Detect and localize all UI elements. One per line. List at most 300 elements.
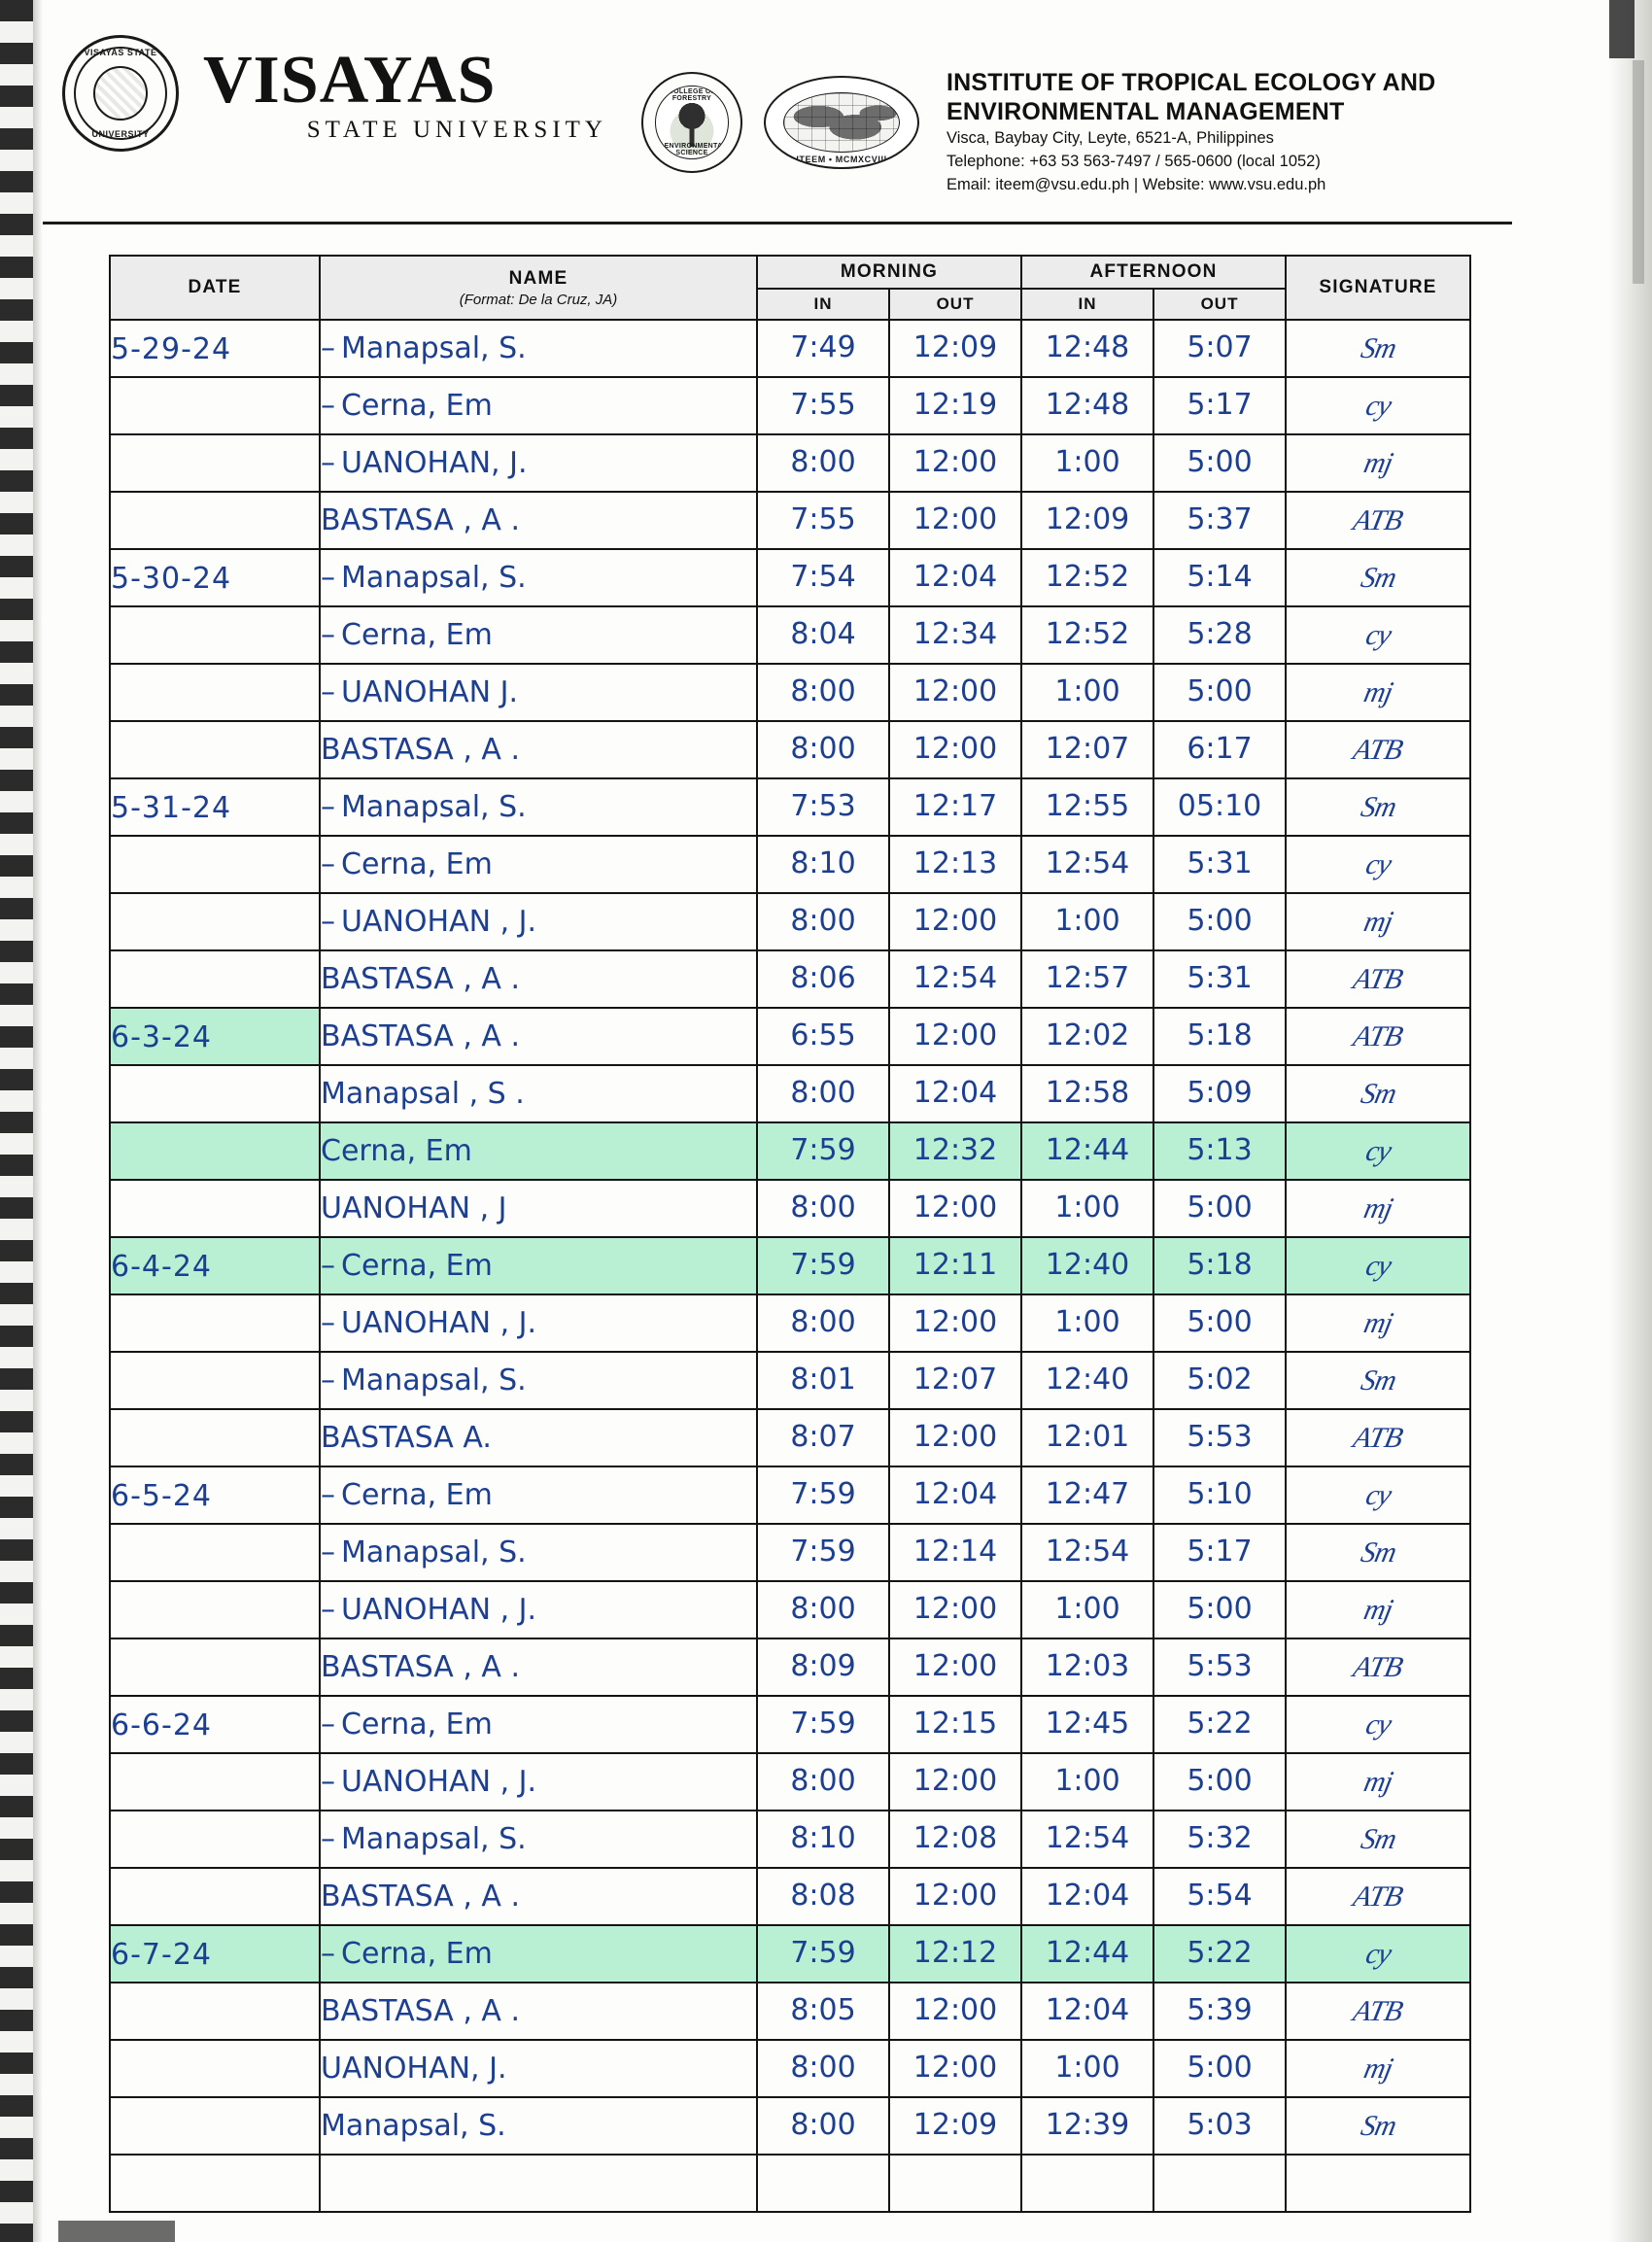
cell-morning-out-value: 12:54 (912, 961, 998, 995)
cell-morning-out-value: 12:15 (912, 1707, 998, 1741)
cell-morning-in (757, 1753, 889, 1811)
cell-morning-in-value: 8:00 (790, 1592, 856, 1626)
cell-date (110, 1753, 320, 1811)
cell-afternoon-out-value: 5:31 (1187, 961, 1253, 995)
name-dash-mark: – (321, 617, 335, 652)
cell-name (320, 1983, 757, 2040)
cell-signature (1286, 1868, 1470, 1925)
cell-afternoon-out-value: 5:28 (1187, 617, 1253, 651)
name-value: UANOHAN , J. (341, 1592, 537, 1627)
name-dash-mark: – (321, 904, 335, 939)
cell-afternoon-in (1021, 492, 1153, 549)
cell-name (320, 1294, 757, 1352)
cell-morning-in (757, 492, 889, 549)
name-value: Manapsal, S. (341, 1535, 527, 1569)
cell-afternoon-in-value: 12:07 (1045, 732, 1130, 766)
name-dash-mark: – (321, 1821, 335, 1856)
cell-afternoon-out-value: 5:00 (1187, 2051, 1253, 2085)
cell-afternoon-out (1153, 320, 1286, 377)
name-value: Manapsal, S. (341, 1821, 527, 1856)
cell-afternoon-in (1021, 1237, 1153, 1294)
cell-date (110, 1237, 320, 1294)
cell-morning-in (757, 778, 889, 836)
name-value: UANOHAN, J. (321, 2051, 507, 2086)
cell-morning-in-value: 8:09 (790, 1649, 856, 1683)
col-header-name-format: (Format: De la Cruz, JA) (459, 291, 618, 308)
table-row (110, 1638, 1470, 1696)
table-row (110, 2097, 1470, 2155)
cell-morning-out (889, 549, 1021, 606)
university-seal-icon (62, 35, 179, 152)
name-dash-mark: – (321, 560, 335, 595)
cell-name (320, 1868, 757, 1925)
cell-morning-in-value: 8:00 (790, 2051, 856, 2085)
cell-afternoon-in-value: 12:54 (1045, 1535, 1130, 1569)
cell-afternoon-in (1021, 320, 1153, 377)
name-value: Cerna, Em (341, 1248, 493, 1283)
cell-morning-out (889, 1122, 1021, 1180)
cell-signature (1286, 836, 1470, 893)
cell-signature (1286, 1581, 1470, 1638)
cell-afternoon-in-value: 12:40 (1045, 1248, 1130, 1282)
cell-afternoon-out (1153, 1065, 1286, 1122)
cell-afternoon-out-value: 5:17 (1187, 388, 1253, 422)
cell-morning-out-value: 12:00 (912, 1993, 998, 2027)
table-row (110, 721, 1470, 778)
cell-morning-in (757, 1294, 889, 1352)
cell-afternoon-out-value: 5:18 (1187, 1018, 1253, 1052)
signature-mark: cy (1362, 1707, 1394, 1741)
cell-signature (1286, 1696, 1470, 1753)
cell-morning-in-value: 8:00 (790, 674, 856, 708)
cell-morning-out (889, 778, 1021, 836)
cell-signature (1286, 2040, 1470, 2097)
cell-date (110, 2097, 320, 2155)
name-value: BASTASA , A . (321, 1018, 520, 1053)
cell-afternoon-in (1021, 1696, 1153, 1753)
cell-afternoon-out (1153, 893, 1286, 950)
cell-afternoon-in (1021, 1352, 1153, 1409)
cell-morning-in-value: 8:08 (790, 1879, 856, 1913)
cell-afternoon-out-value: 5:13 (1187, 1133, 1253, 1167)
cell-morning-in (757, 836, 889, 893)
cell-morning-out (889, 1524, 1021, 1581)
cell-date (110, 1122, 320, 1180)
cell-afternoon-out-value: 5:54 (1187, 1879, 1253, 1913)
table-row (110, 1065, 1470, 1122)
cell-afternoon-in (1021, 549, 1153, 606)
cell-date (110, 1409, 320, 1466)
cell-morning-out-value: 12:00 (912, 1305, 998, 1339)
name-value: UANOHAN , J. (341, 1305, 537, 1340)
name-dash-mark: – (321, 1362, 335, 1397)
table-row (110, 1008, 1470, 1065)
name-value: UANOHAN , J (321, 1190, 507, 1225)
cell-morning-in (757, 1696, 889, 1753)
cell-afternoon-out-value: 5:37 (1187, 502, 1253, 536)
col-header-morning-out: OUT (889, 289, 1021, 320)
cell-afternoon-in-value: 12:48 (1045, 330, 1130, 364)
cell-afternoon-out (1153, 664, 1286, 721)
cell-morning-in (757, 434, 889, 492)
cell-morning-in-value: 8:00 (790, 2108, 856, 2142)
cell-afternoon-in (1021, 1294, 1153, 1352)
cell-morning-out-value: 12:04 (912, 1477, 998, 1511)
cell-afternoon-in (1021, 1180, 1153, 1237)
cell-name (320, 1925, 757, 1983)
cell-signature (1286, 1352, 1470, 1409)
cell-afternoon-out (1153, 1868, 1286, 1925)
cell-date (110, 721, 320, 778)
cell-name (320, 1180, 757, 1237)
cell-morning-out (889, 721, 1021, 778)
signature-mark: ATB (1351, 1421, 1406, 1454)
cell-morning-in-value: 8:00 (790, 904, 856, 938)
col-header-morning-in: IN (757, 289, 889, 320)
cell-afternoon-out-value: 5:07 (1187, 330, 1253, 364)
cell-afternoon-out (1153, 2040, 1286, 2097)
cell-afternoon-in (1021, 721, 1153, 778)
cell-afternoon-out-value: 5:00 (1187, 904, 1253, 938)
cell-afternoon-in (1021, 1524, 1153, 1581)
attendance-sheet (109, 255, 1469, 2213)
cell-morning-in-value: 8:00 (790, 1764, 856, 1798)
cell-afternoon-in (1021, 1983, 1153, 2040)
cell-morning-in-value: 7:59 (790, 1535, 856, 1569)
cell-afternoon-in-value: 12:55 (1045, 789, 1130, 823)
cell-morning-in (757, 721, 889, 778)
cell-signature (1286, 1122, 1470, 1180)
name-value: Cerna, Em (341, 1477, 493, 1512)
cell-afternoon-in-value: 1:00 (1054, 1305, 1120, 1339)
cell-morning-out-value: 12:04 (912, 560, 998, 594)
cell-name (320, 1811, 757, 1868)
cell-morning-out-value: 12:07 (912, 1362, 998, 1397)
cell-afternoon-out-value: 5:00 (1187, 445, 1253, 479)
scan-artifact-side (1633, 60, 1644, 284)
iteem-logo-caption: ITEEM • MCMXCVIII (796, 155, 887, 164)
table-header (110, 256, 1470, 320)
cell-afternoon-in-value: 12:39 (1045, 2108, 1130, 2142)
cell-date (110, 434, 320, 492)
cell-afternoon-in-value: 12:02 (1045, 1018, 1130, 1052)
globe-icon (783, 92, 900, 153)
cell-morning-out (889, 320, 1021, 377)
cell-afternoon-in (1021, 664, 1153, 721)
table-row (110, 1983, 1470, 2040)
cell-afternoon-out-value: 5:00 (1187, 674, 1253, 708)
signature-mark: mj (1360, 2052, 1395, 2085)
cell-morning-in (757, 1466, 889, 1524)
cell-afternoon-out (1153, 1638, 1286, 1696)
cell-morning-in (757, 1180, 889, 1237)
table-row (110, 1581, 1470, 1638)
cell-afternoon-in (1021, 606, 1153, 664)
cell-morning-in (757, 1409, 889, 1466)
signature-mark: cy (1362, 618, 1394, 651)
signature-mark: ATB (1351, 1019, 1406, 1052)
cell-morning-in (757, 1352, 889, 1409)
organization-phone: Telephone: +63 53 563-7497 / 565-0600 (local 1052) (946, 153, 1321, 170)
wordmark-primary: VISAYAS (203, 43, 497, 118)
cell-signature (1286, 1294, 1470, 1352)
signature-mark: mj (1360, 675, 1395, 708)
table-row (110, 549, 1470, 606)
name-dash-mark: – (321, 445, 335, 480)
cell-morning-out (889, 836, 1021, 893)
cell-morning-in-value: 8:01 (790, 1362, 856, 1397)
cell-morning-out-value: 12:00 (912, 1592, 998, 1626)
cell-afternoon-in (1021, 1581, 1153, 1638)
cell-morning-out (889, 1237, 1021, 1294)
cell-date (110, 893, 320, 950)
cell-afternoon-out (1153, 1524, 1286, 1581)
cell-signature (1286, 721, 1470, 778)
cell-afternoon-in-value: 12:54 (1045, 1821, 1130, 1855)
organization-title: INSTITUTE OF TROPICAL ECOLOGY AND ENVIRONMENTAL MANAGEMENT (946, 69, 1436, 125)
cell-morning-out-value: 12:00 (912, 732, 998, 766)
cell-afternoon-in (1021, 1065, 1153, 1122)
cell-date (110, 778, 320, 836)
cell-morning-in-value: 8:07 (790, 1420, 856, 1454)
cell-afternoon-out-value: 5:00 (1187, 1592, 1253, 1626)
cell-afternoon-in (1021, 1466, 1153, 1524)
cell-date (110, 1180, 320, 1237)
cell-name (320, 1122, 757, 1180)
signature-mark: cy (1362, 1249, 1394, 1282)
table-body (110, 320, 1470, 2212)
cell-afternoon-in-value: 12:54 (1045, 846, 1130, 880)
cell-afternoon-out (1153, 1237, 1286, 1294)
cell-morning-out-value: 12:00 (912, 1018, 998, 1052)
name-value: BASTASA , A . (321, 732, 520, 767)
cell-date (110, 1466, 320, 1524)
cell-morning-out-value: 12:00 (912, 502, 998, 536)
signature-mark: mj (1360, 446, 1395, 479)
name-value: BASTASA , A . (321, 1879, 520, 1914)
cell-name (320, 1638, 757, 1696)
cell-afternoon-out (1153, 836, 1286, 893)
table-row (110, 606, 1470, 664)
cell-signature (1286, 492, 1470, 549)
signature-mark: mj (1360, 1593, 1395, 1626)
cell-afternoon-in-value: 1:00 (1054, 2051, 1120, 2085)
cell-signature (1286, 606, 1470, 664)
table-row (110, 492, 1470, 549)
name-value: Manapsal, S. (321, 2108, 506, 2143)
cell-name (320, 1524, 757, 1581)
cell-morning-out-value: 12:11 (912, 1248, 998, 1282)
date-value: 5-30-24 (111, 561, 232, 596)
cell-name (320, 492, 757, 549)
college-logo-arc-top: COLLEGE OF FORESTRY (668, 88, 716, 102)
cell-morning-out (889, 950, 1021, 1008)
cell-afternoon-out (1153, 1294, 1286, 1352)
cell-signature (1286, 1638, 1470, 1696)
table-row (110, 1868, 1470, 1925)
cell-morning-out-value: 12:34 (912, 617, 998, 651)
cell-name (320, 606, 757, 664)
name-value: Manapsal , S . (321, 1076, 525, 1111)
cell-morning-in (757, 1581, 889, 1638)
cell-name (320, 893, 757, 950)
cell-afternoon-in-value: 12:04 (1045, 1993, 1130, 2027)
cell-name (320, 2040, 757, 2097)
name-value: Manapsal, S. (341, 330, 527, 365)
cell-morning-in (757, 893, 889, 950)
signature-mark: mj (1360, 1765, 1395, 1798)
university-wordmark (203, 43, 611, 144)
signature-mark: ATB (1351, 962, 1406, 995)
cell-afternoon-in-value: 12:48 (1045, 388, 1130, 422)
cell-morning-out (889, 1696, 1021, 1753)
name-value: UANOHAN , J. (341, 904, 537, 939)
name-value: UANOHAN, J. (341, 445, 528, 480)
organization-email: Email: iteem@vsu.edu.ph | Website: www.vsu.edu.ph (946, 176, 1326, 193)
cell-morning-out-value: 12:00 (912, 445, 998, 479)
college-of-forestry-logo-icon (641, 72, 742, 173)
scan-right-edge (1609, 0, 1652, 2242)
cell-afternoon-in-value: 12:01 (1045, 1420, 1130, 1454)
name-value: Manapsal, S. (341, 1362, 527, 1397)
cell-morning-out-value: 12:00 (912, 2051, 998, 2085)
cell-morning-in (757, 1122, 889, 1180)
table-row (110, 1237, 1470, 1294)
table-row (110, 1753, 1470, 1811)
cell-afternoon-in (1021, 950, 1153, 1008)
cell-date (110, 2155, 320, 2212)
cell-afternoon-out (1153, 1122, 1286, 1180)
cell-afternoon-in-value: 12:09 (1045, 502, 1130, 536)
cell-name (320, 320, 757, 377)
cell-name (320, 1753, 757, 1811)
cell-afternoon-out-value: 5:53 (1187, 1420, 1253, 1454)
table-row (110, 434, 1470, 492)
table-row (110, 836, 1470, 893)
cell-afternoon-out-value: 5:02 (1187, 1362, 1253, 1397)
date-value: 6-6-24 (111, 1707, 212, 1742)
cell-afternoon-out-value: 5:03 (1187, 2108, 1253, 2142)
table-row (110, 1180, 1470, 1237)
table-row (110, 778, 1470, 836)
cell-afternoon-out (1153, 1753, 1286, 1811)
cell-morning-out (889, 1294, 1021, 1352)
cell-morning-out (889, 1753, 1021, 1811)
scan-artifact-top (1609, 0, 1635, 58)
cell-afternoon-out (1153, 778, 1286, 836)
attendance-table (109, 255, 1471, 2213)
cell-afternoon-out (1153, 1180, 1286, 1237)
cell-name (320, 1237, 757, 1294)
name-value: Cerna, Em (321, 1133, 472, 1168)
signature-mark: ATB (1351, 1880, 1406, 1913)
cell-date (110, 320, 320, 377)
cell-morning-out (889, 1983, 1021, 2040)
name-value: BASTASA , A . (321, 502, 520, 537)
organization-block (946, 68, 1568, 196)
cell-afternoon-out (1153, 434, 1286, 492)
name-dash-mark: – (321, 1535, 335, 1569)
name-dash-mark: – (321, 330, 335, 365)
signature-mark: ATB (1351, 733, 1406, 766)
cell-name (320, 1409, 757, 1466)
cell-morning-in-value: 8:04 (790, 617, 856, 651)
table-row (110, 1122, 1470, 1180)
name-dash-mark: – (321, 1707, 335, 1742)
cell-afternoon-out-value: 5:18 (1187, 1248, 1253, 1282)
signature-mark: mj (1360, 905, 1395, 938)
cell-name (320, 664, 757, 721)
cell-morning-in (757, 1065, 889, 1122)
cell-morning-in (757, 377, 889, 434)
cell-signature (1286, 320, 1470, 377)
cell-afternoon-in (1021, 1925, 1153, 1983)
cell-morning-in-value: 7:59 (790, 1477, 856, 1511)
cell-signature (1286, 1983, 1470, 2040)
cell-morning-out-value: 12:13 (912, 846, 998, 880)
cell-afternoon-out (1153, 1466, 1286, 1524)
seal-top-text: VISAYAS STATE (84, 48, 157, 57)
cell-afternoon-out-value: 5:53 (1187, 1649, 1253, 1683)
cell-signature (1286, 664, 1470, 721)
cell-morning-out (889, 664, 1021, 721)
cell-morning-out (889, 1008, 1021, 1065)
cell-date (110, 1581, 320, 1638)
name-dash-mark: – (321, 789, 335, 824)
name-value: BASTASA A. (321, 1420, 492, 1455)
cell-name (320, 836, 757, 893)
cell-morning-out (889, 1409, 1021, 1466)
cell-signature (1286, 950, 1470, 1008)
cell-morning-in-value: 8:00 (790, 445, 856, 479)
cell-morning-in (757, 1868, 889, 1925)
cell-signature (1286, 1925, 1470, 1983)
cell-afternoon-in-value: 12:47 (1045, 1477, 1130, 1511)
cell-afternoon-out (1153, 721, 1286, 778)
binding-shadow (33, 0, 43, 2242)
cell-afternoon-out (1153, 492, 1286, 549)
cell-signature (1286, 1409, 1470, 1466)
cell-name (320, 1466, 757, 1524)
cell-afternoon-in-value: 12:52 (1045, 617, 1130, 651)
cell-morning-in-value: 8:00 (790, 1076, 856, 1110)
cell-morning-in-value: 8:00 (790, 1190, 856, 1224)
name-dash-mark: – (321, 1764, 335, 1799)
cell-afternoon-in (1021, 778, 1153, 836)
cell-afternoon-in (1021, 1638, 1153, 1696)
cell-name (320, 2097, 757, 2155)
name-dash-mark: – (321, 1477, 335, 1512)
signature-mark: Sm (1358, 561, 1398, 594)
name-value: BASTASA , A . (321, 961, 520, 996)
cell-afternoon-out-value: 5:32 (1187, 1821, 1253, 1855)
cell-morning-in-value: 8:10 (790, 846, 856, 880)
cell-morning-in (757, 2097, 889, 2155)
name-value: Cerna, Em (341, 388, 493, 423)
cell-date (110, 1524, 320, 1581)
cell-afternoon-out-value: 5:14 (1187, 560, 1253, 594)
signature-mark: ATB (1351, 1650, 1406, 1683)
cell-date (110, 1065, 320, 1122)
cell-afternoon-out-value: 6:17 (1187, 732, 1253, 766)
signature-mark: Sm (1358, 790, 1398, 823)
cell-morning-in (757, 1638, 889, 1696)
cell-afternoon-out (1153, 1811, 1286, 1868)
cell-afternoon-out-value: 5:00 (1187, 1190, 1253, 1224)
name-dash-mark: – (321, 1248, 335, 1283)
table-row (110, 664, 1470, 721)
cell-morning-out-value: 12:04 (912, 1076, 998, 1110)
